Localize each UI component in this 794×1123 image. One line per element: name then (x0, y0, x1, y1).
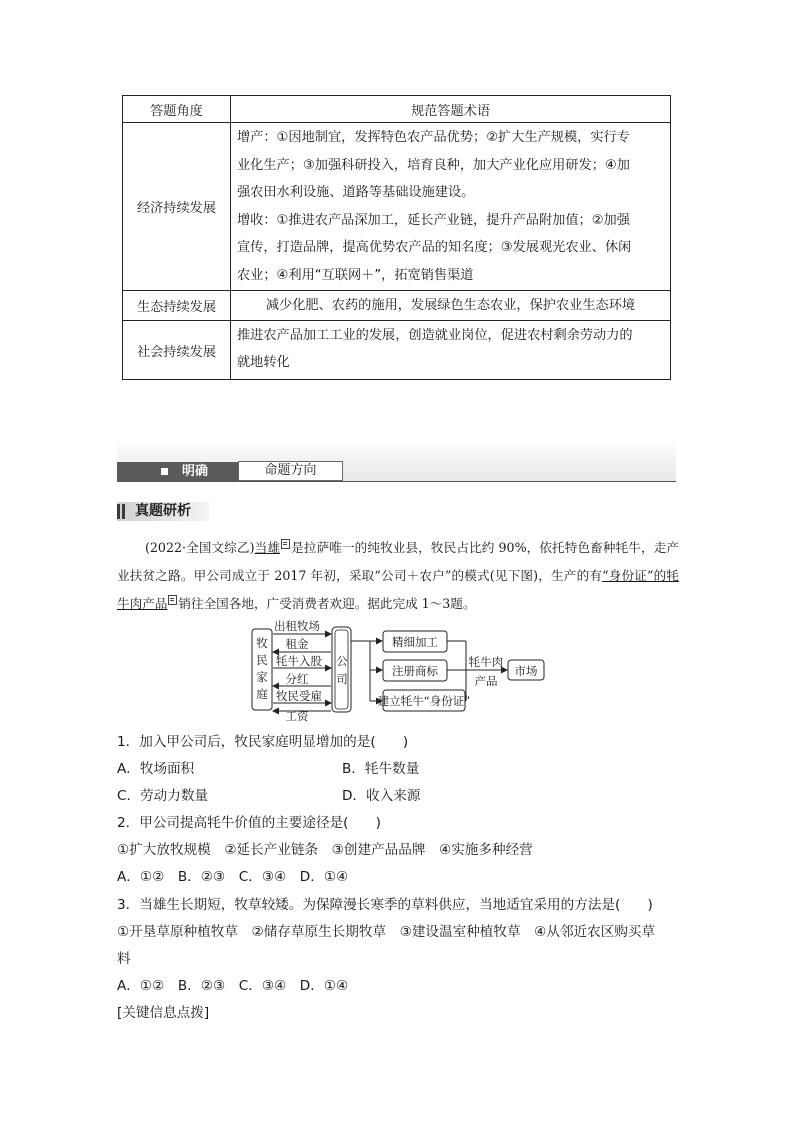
content-line: 就地转化 (237, 355, 290, 370)
passage-text: 销往全国各地，广受消费者欢迎。据此完成 1～3题。 (178, 596, 476, 611)
herder-family-char: 庭 (256, 687, 268, 701)
row-angle: 社会持续发展 (123, 321, 231, 380)
herder-family-char: 家 (256, 670, 268, 684)
answer-choices: A．①② B．②③ C．③④ D．①④ (117, 869, 349, 885)
passage-keyword: 当雄 (254, 540, 281, 555)
herder-family-char: 民 (256, 653, 268, 667)
product-label: 产品 (474, 674, 498, 688)
process-label: 精细加工 (392, 635, 438, 649)
header-angle: 答题角度 (123, 96, 231, 123)
question-stem: 2．甲公司提高牦牛价值的主要途径是( ) (117, 815, 381, 831)
content-line: 业化生产；③加强科研投入，培育良种，加大产业化应用研发；④加 (237, 157, 630, 173)
content-line: 减少化肥、农药的施用，发展绿色生态农业，保护农业生态环境 (265, 297, 636, 313)
company-char: 公 (336, 654, 348, 668)
header-terms: 规范答题术语 (231, 96, 671, 123)
passage-source: (2022·全国文综乙) (145, 540, 255, 555)
flow-label: 牦牛入股 (276, 654, 322, 668)
option: B．牦牛数量 (342, 761, 420, 777)
row-angle: 经济持续发展 (123, 123, 231, 291)
content-line: 宣传，打造品牌，提高优势农产品的知名度；③发展观光农业、休闲 (237, 240, 632, 255)
question-stem: 1．加入甲公司后，牧民家庭明显增加的是( ) (117, 734, 409, 750)
key-info-label: [关键信息点拨] (117, 1005, 210, 1021)
question-stem: 3．当雄生长期短，牧草较矮。为保障漫长寒季的草料供应，当地适宜采用的方法是( ) (117, 897, 653, 913)
flow-label: 分红 (285, 672, 309, 686)
banner-tag-light: 命题方向 (238, 461, 343, 481)
product-label: 牦牛肉 (468, 655, 504, 669)
option: D．收入来源 (342, 788, 421, 804)
company-char: 司 (336, 672, 348, 686)
row-angle: 生态持续发展 (123, 291, 231, 321)
flow-label: 牧民受雇 (276, 689, 322, 703)
answer-choices: A．①② B．②③ C．③④ D．①④ (117, 978, 349, 994)
market-label: 市场 (514, 664, 538, 678)
passage-text: 是拉萨唯一的纯牧业县，牧民占比约 90%，依托特色畜种牦牛，走产业扶贫之路。甲公司成立于 2017 年初，采取“公司＋农户”的模式(见下图)，生产的有 (117, 540, 679, 583)
content-line: 增产：①因地制宜，发挥特色农产品优势；②扩大生产规模，实行专 (237, 130, 630, 145)
section-title: 真题研析 (135, 503, 191, 519)
option: C．劳动力数量 (117, 788, 209, 804)
flow-label: 租金 (285, 637, 309, 651)
flow-label: 出租牧场 (274, 619, 320, 633)
passage-keyword: “身份证”的牦牛肉产品 (117, 568, 679, 611)
content-line: 推进农产品加工工业的发展，创造就业岗位，促进农村剩余劳动力的 (237, 328, 633, 343)
content-line: 强农田水利设施、道路等基础设施建设。 (237, 185, 475, 200)
question-items: ①扩大放牧规模 ②延长产业链条 ③创建产品品牌 ④实施多种经营 (117, 842, 533, 858)
question-items: 料 (117, 951, 131, 967)
flow-label: 工资 (285, 709, 309, 723)
content-line: 农业；④利用“互联网＋”，拓宽销售渠道 (237, 267, 474, 283)
process-label: 建立牦牛“身份证” (377, 694, 471, 708)
banner-dark-label: 明确 (182, 464, 209, 479)
question-items: ①开垦草原种植牧草 ②储存草原生长期牧草 ③建设温室种植牧草 ④从邻近农区购买草 (117, 924, 656, 940)
content-line: 增收：①推进农产品深加工，延长产业链，提升产品附加值；②加强 (237, 212, 630, 228)
herder-family-char: 牧 (256, 636, 268, 650)
process-label: 注册商标 (392, 664, 438, 678)
option: A．牧场面积 (117, 761, 195, 777)
